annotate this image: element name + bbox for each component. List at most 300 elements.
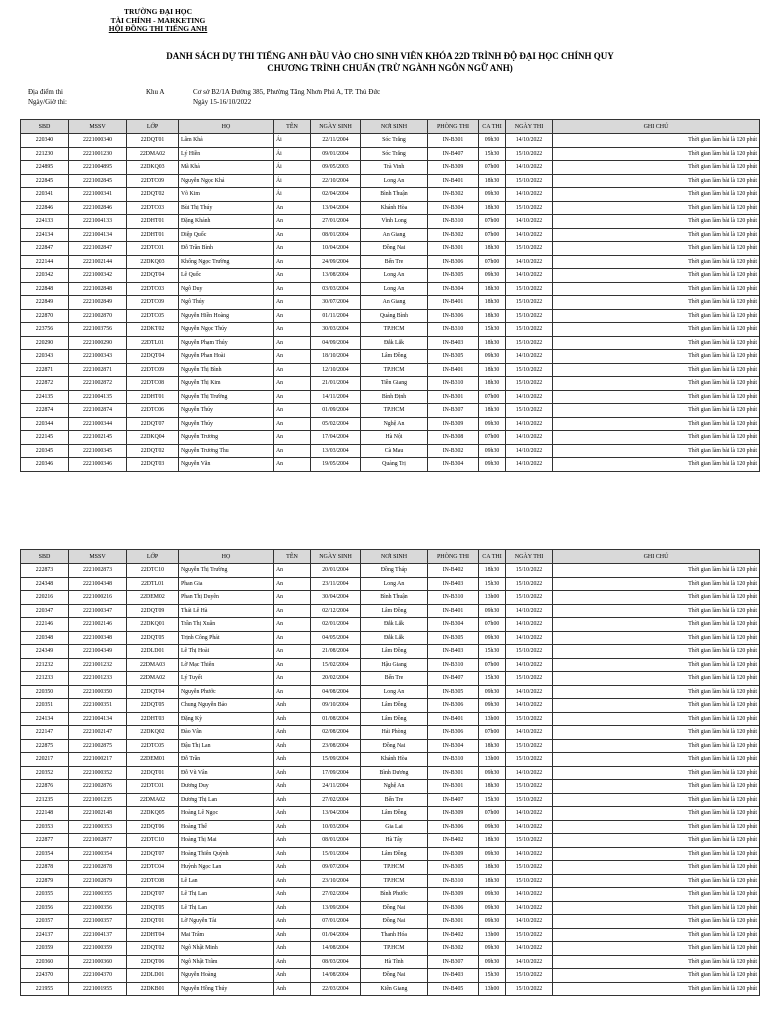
col-ngay-thi-cell: 14/10/2022 [506,444,553,458]
col-ho-cell: Nguyễn Thị Kim [179,377,274,391]
col-phong-thi-cell: IN-B310 [428,591,479,605]
col-sbd-cell: 220351 [21,699,69,713]
col-ca-thi-cell: 09h30 [479,942,506,956]
col-lop-cell: 22DQT07 [127,417,179,431]
col-ghi-chu-cell: Thời gian làm bài là 120 phút [553,309,760,323]
col-ca-thi-cell: 18h30 [479,780,506,794]
col-mssv-cell: 2221000290 [69,336,127,350]
col-sbd-cell: 222145 [21,431,69,445]
col-phong-thi-cell: IN-B302 [428,188,479,202]
col-phong-thi-header: PHÒNG THI [428,550,479,564]
col-ten-cell: An [274,672,311,686]
col-phong-thi-cell: IN-B403 [428,577,479,591]
col-ghi-chu-cell: Thời gian làm bài là 120 phút [553,901,760,915]
col-mssv-cell: 2221000353 [69,820,127,834]
col-ca-thi-cell: 09h30 [479,134,506,148]
col-phong-thi-cell: IN-B309 [428,847,479,861]
col-sbd-cell: 222147 [21,726,69,740]
col-ho-cell: Ngô Thúy [179,296,274,310]
col-ca-thi-cell: 15h30 [479,969,506,983]
col-phong-thi-cell: IN-B306 [428,820,479,834]
col-sbd-cell: 222146 [21,618,69,632]
col-ho-cell: Ngô Nhật Minh [179,942,274,956]
table-row [21,350,760,364]
col-sbd-cell: 220352 [21,766,69,780]
col-sbd-cell: 220348 [21,631,69,645]
col-phong-thi-cell: IN-B405 [428,982,479,996]
col-noi-sinh-cell: Vĩnh Long [361,215,428,229]
col-lop-cell: 22DKQ05 [127,807,179,821]
col-ho-cell: Nguyễn Phạm Thúy [179,336,274,350]
table-row [21,766,760,780]
col-noi-sinh-cell: Nghệ An [361,417,428,431]
col-ngay-sinh-cell: 19/05/2004 [311,458,361,472]
col-ho-cell: Thái Lê Hà [179,604,274,618]
col-noi-sinh-cell: Tiền Giang [361,377,428,391]
col-ca-thi-cell: 09h30 [479,631,506,645]
col-ho-cell: Nguyễn Trương [179,431,274,445]
col-mssv-cell: 2221002846 [69,201,127,215]
col-ghi-chu-cell: Thời gian làm bài là 120 phút [553,604,760,618]
col-ca-thi-cell: 09h30 [479,955,506,969]
col-ngay-sinh-cell: 13/08/2004 [311,269,361,283]
col-noi-sinh-cell: Gia Lai [361,820,428,834]
table-row [21,255,760,269]
col-noi-sinh-cell: Đắk Lắk [361,631,428,645]
col-ten-cell: Ái [274,188,311,202]
col-ngay-thi-cell: 14/10/2022 [506,269,553,283]
col-ngay-sinh-cell: 10/04/2004 [311,242,361,256]
col-ngay-thi-cell: 15/10/2022 [506,780,553,794]
col-phong-thi-cell: IN-B403 [428,336,479,350]
col-noi-sinh-cell: Bến Tre [361,672,428,686]
col-mssv-cell: 2221001233 [69,672,127,686]
col-phong-thi-cell: IN-B302 [428,444,479,458]
col-ngay-sinh-cell: 22/10/2004 [311,174,361,188]
col-sbd-cell: 220345 [21,444,69,458]
col-phong-thi-cell: IN-B309 [428,161,479,175]
col-ngay-sinh-cell: 22/11/2004 [311,134,361,148]
col-mssv-cell: 2221000348 [69,631,127,645]
col-phong-thi-cell: IN-B301 [428,915,479,929]
col-phong-thi-cell: IN-B304 [428,282,479,296]
col-ngay-thi-header: NGÀY THI [506,120,553,134]
col-ngay-thi-cell: 14/10/2022 [506,820,553,834]
col-noi-sinh-cell: Hải Phòng [361,726,428,740]
col-ca-thi-header: CA THI [479,120,506,134]
col-ten-header: TÊN [274,550,311,564]
col-ten-cell: Anh [274,901,311,915]
col-ten-cell: An [274,309,311,323]
table-row [21,915,760,929]
col-phong-thi-cell: IN-B306 [428,699,479,713]
col-lop-cell: 22DKQ04 [127,431,179,445]
col-phong-thi-cell: IN-B401 [428,604,479,618]
col-sbd-cell: 222878 [21,861,69,875]
col-ngay-sinh-cell: 04/08/2004 [311,685,361,699]
col-lop-cell: 22DTC10 [127,834,179,848]
col-ngay-thi-cell: 15/10/2022 [506,672,553,686]
col-ho-cell: Đỗ Trần Bình [179,242,274,256]
col-phong-thi-cell: IN-B304 [428,739,479,753]
location-label: Địa điểm thi [28,88,63,96]
col-sbd-cell: 222871 [21,363,69,377]
col-ngay-sinh-cell: 27/01/2004 [311,215,361,229]
col-ghi-chu-cell: Thời gian làm bài là 120 phút [553,404,760,418]
col-ten-cell: An [274,350,311,364]
col-noi-sinh-header: NƠI SINH [361,120,428,134]
location-address: Cơ sở B2/1A Đường 385, Phường Tăng Nhơn Phú A, TP. Thủ Đức [193,88,381,96]
col-ten-cell: Anh [274,847,311,861]
col-ho-cell: Lỡ Nguyễn Tài [179,915,274,929]
col-lop-header: LỚP [127,120,179,134]
col-ghi-chu-cell: Thời gian làm bài là 120 phút [553,269,760,283]
col-ca-thi-cell: 15h30 [479,793,506,807]
col-ten-cell: Anh [274,861,311,875]
col-phong-thi-cell: IN-B407 [428,147,479,161]
col-ca-thi-header: CA THI [479,550,506,564]
col-mssv-cell: 2221000343 [69,350,127,364]
col-phong-thi-cell: IN-B307 [428,955,479,969]
col-ca-thi-cell: 07h00 [479,618,506,632]
col-mssv-cell: 2221000356 [69,901,127,915]
col-sbd-cell: 220346 [21,458,69,472]
col-lop-cell: 22DQT03 [127,458,179,472]
col-ngay-thi-cell: 14/10/2022 [506,417,553,431]
col-ho-cell: Hoàng Thiên Quỳnh [179,847,274,861]
col-sbd-cell: 220217 [21,753,69,767]
col-ten-header: TÊN [274,120,311,134]
table-row [21,901,760,915]
col-ca-thi-cell: 09h30 [479,847,506,861]
col-ngay-thi-cell: 15/10/2022 [506,174,553,188]
table-row [21,955,760,969]
col-phong-thi-cell: IN-B308 [428,431,479,445]
col-ngay-sinh-cell: 30/07/2004 [311,296,361,310]
col-mssv-cell: 2221000350 [69,685,127,699]
col-ho-cell: Phan Gia [179,577,274,591]
col-ca-thi-cell: 15h30 [479,577,506,591]
col-ho-cell: Đặng Khánh [179,215,274,229]
col-ten-cell: Ái [274,147,311,161]
col-ca-thi-cell: 09h30 [479,350,506,364]
col-ten-cell: An [274,458,311,472]
col-sbd-cell: 222870 [21,309,69,323]
col-ten-cell: An [274,390,311,404]
col-ca-thi-cell: 13h00 [479,753,506,767]
col-noi-sinh-cell: TP.HCM [361,323,428,337]
col-phong-thi-cell: IN-B301 [428,242,479,256]
col-mssv-cell: 2221004134 [69,228,127,242]
col-ho-cell: Trịnh Công Phát [179,631,274,645]
col-ten-cell: An [274,282,311,296]
col-lop-cell: 22DTC05 [127,309,179,323]
col-ghi-chu-cell: Thời gian làm bài là 120 phút [553,807,760,821]
col-phong-thi-cell: IN-B407 [428,672,479,686]
col-mssv-cell: 2221002849 [69,296,127,310]
col-phong-thi-cell: IN-B307 [428,404,479,418]
col-ca-thi-cell: 09h30 [479,820,506,834]
col-ngay-sinh-cell: 02/08/2004 [311,726,361,740]
col-ca-thi-cell: 13h00 [479,928,506,942]
col-ghi-chu-cell: Thời gian làm bài là 120 phút [553,928,760,942]
col-noi-sinh-cell: Bến Tre [361,255,428,269]
col-phong-thi-cell: IN-B302 [428,228,479,242]
col-ngay-thi-cell: 14/10/2022 [506,766,553,780]
col-sbd-cell: 221233 [21,672,69,686]
col-lop-cell: 22DTL01 [127,336,179,350]
col-ten-cell: Anh [274,834,311,848]
col-ngay-thi-cell: 14/10/2022 [506,350,553,364]
col-ghi-chu-cell: Thời gian làm bài là 120 phút [553,658,760,672]
col-ngay-sinh-cell: 21/01/2004 [311,377,361,391]
col-ho-cell: Huỳnh Ngọc Lan [179,861,274,875]
col-sbd-header: SBD [21,550,69,564]
col-ghi-chu-cell: Thời gian làm bài là 120 phút [553,431,760,445]
col-ngay-thi-cell: 15/10/2022 [506,645,553,659]
col-lop-cell: 22DQT05 [127,699,179,713]
col-ho-cell: Nguyễn Hồng Thúy [179,982,274,996]
col-phong-thi-cell: IN-B310 [428,658,479,672]
col-lop-cell: 22DKQ02 [127,726,179,740]
col-ten-cell: Anh [274,969,311,983]
col-ho-cell: Hoàng Lê Ngọc [179,807,274,821]
col-lop-cell: 22DQT02 [127,444,179,458]
table-row [21,377,760,391]
col-ngay-thi-cell: 14/10/2022 [506,699,553,713]
col-ten-cell: Anh [274,699,311,713]
col-sbd-cell: 222872 [21,377,69,391]
col-phong-thi-cell: IN-B301 [428,390,479,404]
col-ngay-thi-cell: 15/10/2022 [506,982,553,996]
table-row [21,282,760,296]
col-ca-thi-cell: 18h30 [479,739,506,753]
col-phong-thi-cell: IN-B309 [428,807,479,821]
table-row [21,242,760,256]
col-phong-thi-cell: IN-B402 [428,564,479,578]
col-ca-thi-cell: 18h30 [479,404,506,418]
col-ngay-thi-cell: 14/10/2022 [506,942,553,956]
col-ho-cell: Lê Thị Hoài [179,645,274,659]
col-ca-thi-cell: 18h30 [479,174,506,188]
col-noi-sinh-cell: Long An [361,269,428,283]
col-ca-thi-cell: 18h30 [479,861,506,875]
col-sbd-cell: 220347 [21,604,69,618]
table-row [21,888,760,902]
col-phong-thi-cell: IN-B301 [428,134,479,148]
col-noi-sinh-cell: Lâm Đồng [361,712,428,726]
col-sbd-cell: 224137 [21,928,69,942]
col-sbd-cell: 224134 [21,228,69,242]
col-mssv-cell: 2221000357 [69,915,127,929]
col-ngay-thi-cell: 14/10/2022 [506,604,553,618]
col-noi-sinh-cell: Hà Tây [361,834,428,848]
col-ghi-chu-cell: Thời gian làm bài là 120 phút [553,336,760,350]
col-phong-thi-cell: IN-B401 [428,174,479,188]
col-mssv-cell: 2221000344 [69,417,127,431]
col-lop-cell: 22DTC08 [127,874,179,888]
col-ghi-chu-cell: Thời gian làm bài là 120 phút [553,793,760,807]
col-noi-sinh-cell: Lâm Đồng [361,847,428,861]
col-ngay-sinh-header: NGÀY SINH [311,550,361,564]
col-ca-thi-cell: 07h00 [479,431,506,445]
col-ngay-thi-cell: 15/10/2022 [506,282,553,296]
col-ca-thi-cell: 13h00 [479,591,506,605]
col-sbd-cell: 222876 [21,780,69,794]
col-ho-cell: Lâm Khả [179,134,274,148]
table-row [21,672,760,686]
col-noi-sinh-cell: Đồng Nai [361,969,428,983]
col-phong-thi-cell: IN-B305 [428,269,479,283]
col-phong-thi-cell: IN-B305 [428,631,479,645]
col-ngay-thi-cell: 14/10/2022 [506,458,553,472]
col-ngay-thi-cell: 14/10/2022 [506,390,553,404]
col-ngay-sinh-cell: 09/10/2004 [311,699,361,713]
col-ho-cell: Đỗ Trần [179,753,274,767]
col-ngay-thi-cell: 14/10/2022 [506,807,553,821]
col-mssv-cell: 2221004370 [69,969,127,983]
table-row [21,431,760,445]
col-sbd-cell: 220344 [21,417,69,431]
col-sbd-cell: 220340 [21,134,69,148]
col-ghi-chu-cell: Thời gian làm bài là 120 phút [553,201,760,215]
table-row [21,807,760,821]
col-ho-cell: Trần Thị Xuân [179,618,274,632]
col-sbd-cell: 224135 [21,390,69,404]
col-ca-thi-cell: 18h30 [479,336,506,350]
col-sbd-cell: 220342 [21,269,69,283]
col-ngay-thi-cell: 15/10/2022 [506,147,553,161]
col-ngay-sinh-cell: 30/04/2004 [311,591,361,605]
col-ngay-thi-cell: 15/10/2022 [506,712,553,726]
table-row [21,618,760,632]
col-ten-cell: Ái [274,134,311,148]
table-row [21,296,760,310]
col-noi-sinh-cell: Khánh Hòa [361,201,428,215]
col-mssv-cell: 2221001955 [69,982,127,996]
col-ngay-thi-header: NGÀY THI [506,550,553,564]
col-phong-thi-cell: IN-B407 [428,793,479,807]
col-ngay-thi-cell: 14/10/2022 [506,618,553,632]
col-mssv-cell: 2221000216 [69,591,127,605]
col-sbd-cell: 222873 [21,564,69,578]
col-ho-cell: Nguyễn Văn [179,458,274,472]
col-phong-thi-cell: IN-B301 [428,766,479,780]
col-mssv-cell: 2221004137 [69,928,127,942]
table-row [21,699,760,713]
col-lop-cell: 22DTC05 [127,739,179,753]
table-row [21,753,760,767]
col-lop-cell: 22DMA03 [127,658,179,672]
col-ho-cell: Võ Kim [179,188,274,202]
col-ghi-chu-cell: Thời gian làm bài là 120 phút [553,390,760,404]
col-ten-cell: An [274,631,311,645]
col-lop-cell: 22DKQ03 [127,161,179,175]
col-mssv-cell: 2221001230 [69,147,127,161]
col-ca-thi-cell: 09h30 [479,269,506,283]
col-lop-cell: 22DQT06 [127,955,179,969]
col-lop-cell: 22DKB01 [127,982,179,996]
col-ten-cell: An [274,604,311,618]
col-ghi-chu-cell: Thời gian làm bài là 120 phút [553,766,760,780]
col-ho-cell: Diệp Quốc [179,228,274,242]
col-ngay-sinh-cell: 23/08/2004 [311,739,361,753]
col-noi-sinh-cell: Bình Phước [361,888,428,902]
col-ngay-sinh-cell: 27/02/2004 [311,793,361,807]
col-ho-cell: Lê Thị Lan [179,888,274,902]
col-mssv-cell: 2221002845 [69,174,127,188]
col-phong-thi-cell: IN-B310 [428,377,479,391]
col-sbd-cell: 220216 [21,591,69,605]
col-ten-cell: Anh [274,739,311,753]
col-ngay-sinh-cell: 15/09/2004 [311,753,361,767]
col-ngay-thi-cell: 15/10/2022 [506,309,553,323]
col-sbd-cell: 220356 [21,901,69,915]
col-ghi-chu-cell: Thời gian làm bài là 120 phút [553,969,760,983]
col-ghi-chu-cell: Thời gian làm bài là 120 phút [553,228,760,242]
col-ghi-chu-cell: Thời gian làm bài là 120 phút [553,377,760,391]
col-noi-sinh-cell: Hà Tĩnh [361,955,428,969]
col-noi-sinh-cell: Quảng Trị [361,458,428,472]
col-sbd-cell: 223756 [21,323,69,337]
col-lop-cell: 22DTC09 [127,174,179,188]
organization-header [88,8,228,34]
col-sbd-cell: 224370 [21,969,69,983]
col-sbd-cell: 222845 [21,174,69,188]
col-phong-thi-cell: IN-B305 [428,685,479,699]
col-ngay-thi-cell: 15/10/2022 [506,296,553,310]
col-ca-thi-cell: 18h30 [479,363,506,377]
col-ten-cell: Anh [274,942,311,956]
col-ghi-chu-cell: Thời gian làm bài là 120 phút [553,834,760,848]
table-row [21,174,760,188]
col-mssv-cell: 2221001235 [69,793,127,807]
col-phong-thi-cell: IN-B304 [428,458,479,472]
col-ghi-chu-cell: Thời gian làm bài là 120 phút [553,577,760,591]
table-row [21,444,760,458]
col-ho-cell: Ngô Duy [179,282,274,296]
col-ten-cell: An [274,377,311,391]
col-ca-thi-cell: 09h30 [479,766,506,780]
col-ngay-sinh-cell: 08/01/2004 [311,228,361,242]
col-ten-cell: Anh [274,712,311,726]
col-ca-thi-cell: 07h00 [479,255,506,269]
col-ca-thi-cell: 18h30 [479,201,506,215]
col-ho-cell: Đậu Thị Lan [179,739,274,753]
col-ten-cell: Anh [274,928,311,942]
col-ngay-thi-cell: 15/10/2022 [506,928,553,942]
col-ngay-thi-cell: 14/10/2022 [506,255,553,269]
col-ca-thi-cell: 18h30 [479,874,506,888]
org-line-2: TÀI CHÍNH - MARKETING [110,15,206,25]
col-mssv-cell: 2221000347 [69,604,127,618]
table-row [21,685,760,699]
col-noi-sinh-cell: Hà Nội [361,431,428,445]
col-ca-thi-cell: 09h30 [479,685,506,699]
col-ngay-sinh-cell: 07/01/2004 [311,915,361,929]
col-ghi-chu-cell: Thời gian làm bài là 120 phút [553,591,760,605]
col-ngay-sinh-cell: 23/11/2004 [311,577,361,591]
col-mssv-cell: 2221002875 [69,739,127,753]
col-ho-cell: Lê Thị Lan [179,901,274,915]
col-ngay-thi-cell: 14/10/2022 [506,726,553,740]
col-ngay-sinh-cell: 14/08/2004 [311,942,361,956]
col-sbd-cell: 222849 [21,296,69,310]
col-ten-cell: Anh [274,820,311,834]
col-ten-cell: Ái [274,174,311,188]
col-ghi-chu-cell: Thời gian làm bài là 120 phút [553,645,760,659]
date-label: Ngày/Giờ thi: [28,98,67,106]
